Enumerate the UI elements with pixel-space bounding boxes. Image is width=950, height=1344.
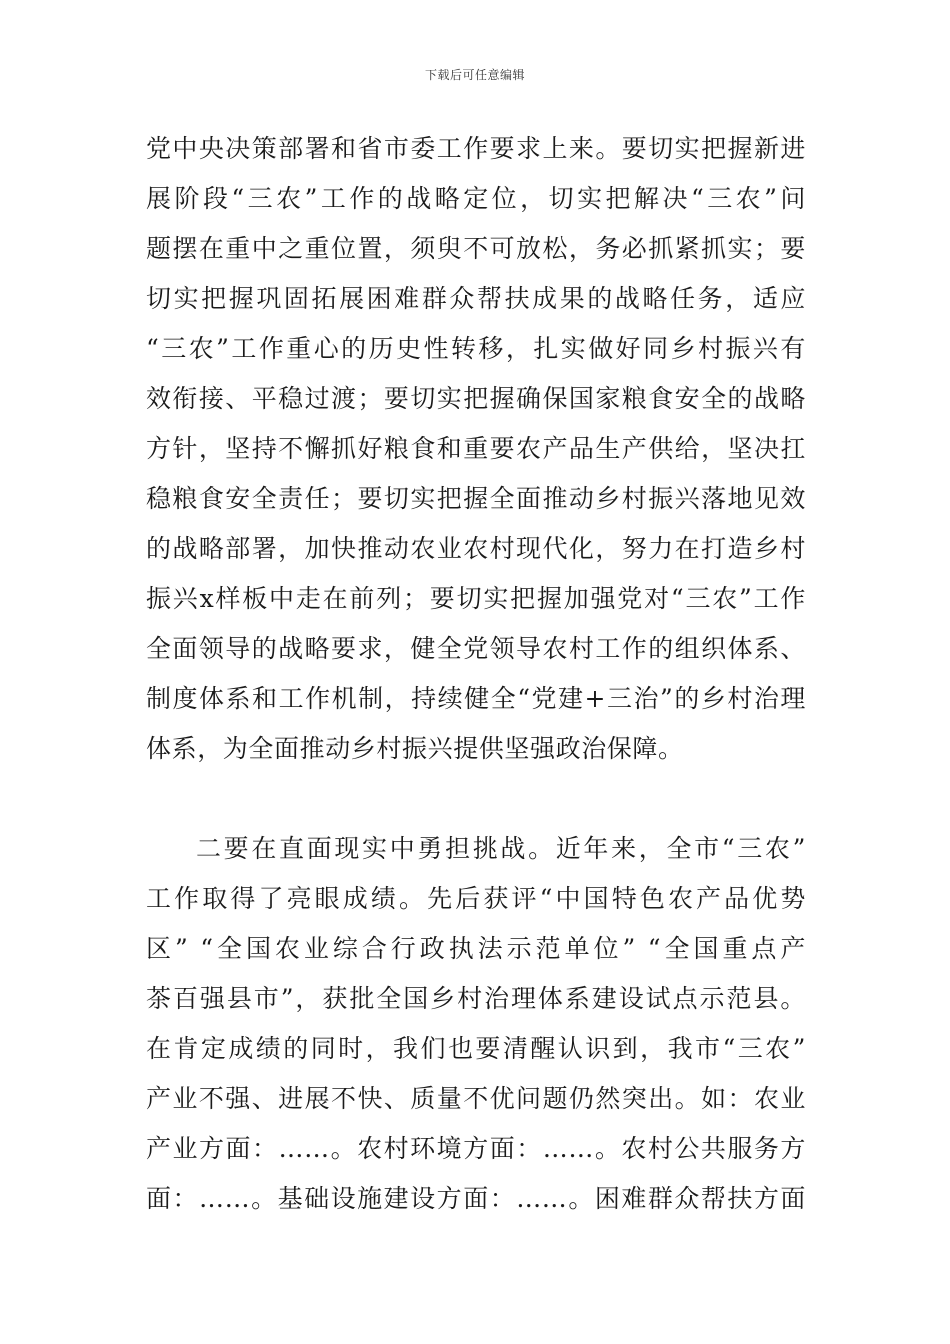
text-line: 区” “全国农业综合行政执法示范单位” “全国重点产 [146,934,806,963]
text-line: 全面领导的战略要求，健全党领导农村工作的组织体系、 [146,634,806,663]
text-line: 产业方面：……。农村环境方面：……。农村公共服务方 [146,1134,806,1163]
text-line: 题摆在重中之重位置，须臾不可放松，务必抓紧抓实；要 [146,234,806,263]
text-line: 茶百强县市”，获批全国乡村治理体系建设试点示范县。 [146,984,806,1013]
text-line-last: 体系，为全面推动乡村振兴提供坚强政治保障。 [146,734,684,763]
paragraph-2 [146,824,806,1224]
text-line: 面：……。基础设施建设方面：……。困难群众帮扶方面 [146,1184,806,1213]
text-line: 产业不强、进展不快、质量不优问题仍然突出。如：农业 [146,1084,806,1113]
text-line: 党中央决策部署和省市委工作要求上来。要切实把握新进 [146,134,806,163]
paragraph-1 [146,124,806,774]
text-line: 稳粮食安全责任；要切实把握全面推动乡村振兴落地见效 [146,484,806,513]
text-line: “三农”工作重心的历史性转移，扎实做好同乡村振兴有 [146,334,806,363]
text-line: 振兴x样板中走在前列；要切实把握加强党对“三农”工作 [146,584,806,613]
text-line: 展阶段“三农”工作的战略定位，切实把解决“三农”问 [146,184,806,213]
text-line: 制度体系和工作机制，持续健全“党建+三治”的乡村治理 [146,684,806,713]
text-line: 方针，坚持不懈抓好粮食和重要农产品生产供给，坚决扛 [146,434,806,463]
text-line: 效衔接、平稳过渡；要切实把握确保国家粮食安全的战略 [146,384,806,413]
text-line: 切实把握巩固拓展困难群众帮扶成果的战略任务，适应 [146,284,806,313]
text-line-first: 二要在直面现实中勇担挑战。近年来，全市“三农” [196,834,806,863]
text-line: 在肯定成绩的同时，我们也要清醒认识到，我市“三农” [146,1034,806,1063]
header-note: 下载后可任意编辑 [424,68,525,82]
text-line: 工作取得了亮眼成绩。先后获评“中国特色农产品优势 [146,884,806,913]
text-line: 的战略部署，加快推动农业农村现代化，努力在打造乡村 [146,534,806,563]
